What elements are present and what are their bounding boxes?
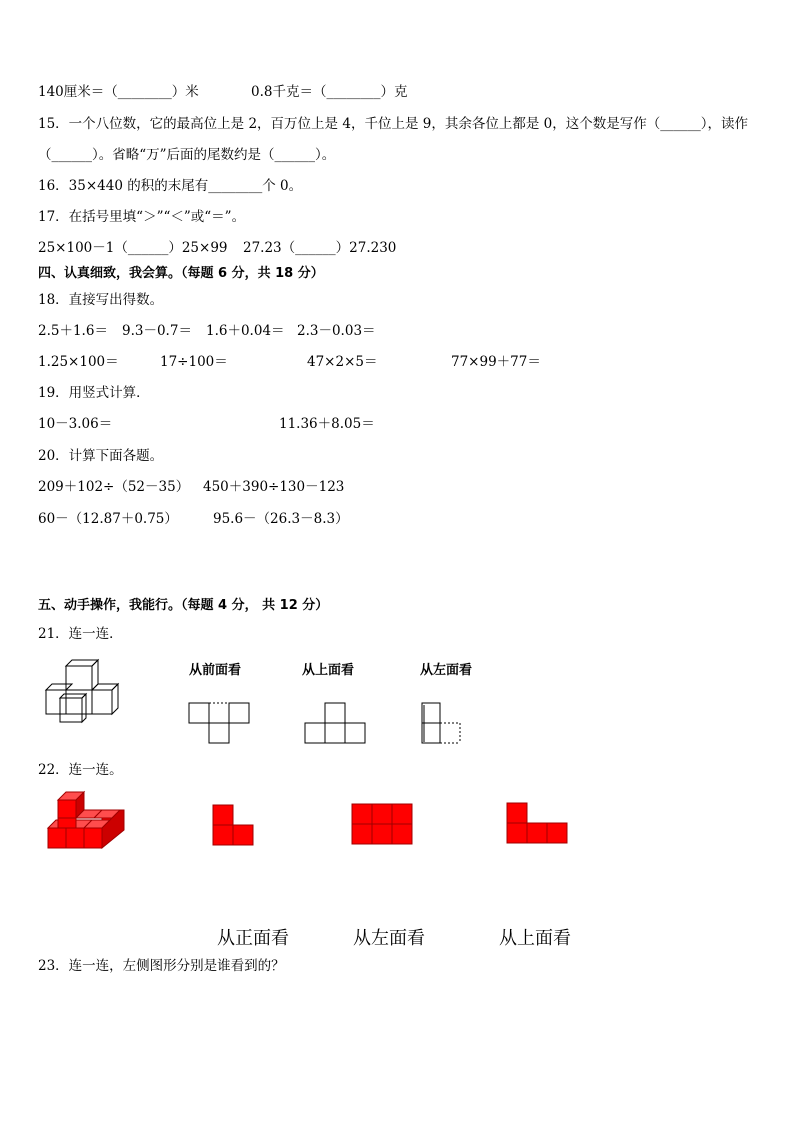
q20-item-a: 209＋102÷（52－35）	[38, 479, 190, 495]
q18-r2-b: 17÷100＝	[160, 354, 228, 370]
q22-view-b	[351, 803, 413, 845]
q19-item-a: 10－3.06＝	[38, 416, 113, 432]
q22-view-c	[506, 802, 568, 844]
q20-item-d: 95.6－（26.3－8.3）	[213, 511, 349, 527]
q17-item-a: 25×100－1（______）25×99	[38, 240, 228, 256]
q18-r1-c: 1.6＋0.04＝	[206, 323, 285, 339]
q20-item-b: 450＋390÷130－123	[203, 479, 345, 495]
q22-label-left: 从左面看	[353, 928, 425, 949]
q21-label-left: 从左面看	[420, 663, 473, 678]
q15-line-2: （______）。省略“万”后面的尾数约是（______）。	[38, 147, 336, 163]
q21-view-top	[304, 702, 368, 746]
q18-r2-a: 1.25×100＝	[38, 354, 119, 370]
q18-r2-d: 77×99＋77＝	[451, 354, 541, 370]
q21-label-top: 从上面看	[302, 663, 355, 678]
q22-line: 22．连一连。	[38, 762, 123, 778]
section-5-heading: 五、动手操作，我能行。（每题 4 分， 共 12 分）	[38, 598, 329, 613]
section-4-heading: 四、认真细致，我会算。（每题 6 分，共 18 分）	[38, 266, 324, 281]
q20-line: 20．计算下面各题。	[38, 448, 164, 464]
q18-r1-a: 2.5＋1.6＝	[38, 323, 108, 339]
q21-view-left	[421, 702, 465, 746]
q17-line: 17．在括号里填“＞”“＜”或“＝”。	[38, 209, 246, 225]
q18-line: 18．直接写出得数。	[38, 292, 164, 308]
q14-line-a: 140厘米＝（________）米	[38, 84, 199, 100]
q22-red-cube-figure	[44, 790, 128, 852]
q18-r1-b: 9.3－0.7＝	[122, 323, 192, 339]
q18-r2-c: 47×2×5＝	[307, 354, 378, 370]
q19-line: 19．用竖式计算．	[38, 385, 150, 401]
q21-line: 21．连一连．	[38, 626, 123, 642]
q17-item-b: 27.23（______）27.230	[243, 240, 397, 256]
q18-r1-d: 2.3－0.03＝	[297, 323, 376, 339]
q21-view-front	[188, 702, 252, 746]
q21-cube-stack-figure	[42, 656, 128, 726]
q16-line: 16．35×440 的积的末尾有________个 0。	[38, 178, 303, 194]
q22-label-top: 从上面看	[499, 928, 571, 949]
q22-view-a	[212, 804, 256, 846]
q19-item-b: 11.36＋8.05＝	[279, 416, 375, 432]
q23-line: 23．连一连，左侧图形分别是谁看到的？	[38, 958, 285, 974]
q14-line-b: 0.8千克＝（________）克	[251, 84, 408, 100]
q20-item-c: 60－（12.87＋0.75）	[38, 511, 178, 527]
q21-label-front: 从前面看	[189, 663, 242, 678]
q15-line-1: 15．一个八位数，它的最高位上是 2，百万位上是 4，千位上是 9，其余各位上都是 0，这个数是写作（______），读作	[38, 116, 748, 132]
q22-label-front: 从正面看	[217, 928, 289, 949]
